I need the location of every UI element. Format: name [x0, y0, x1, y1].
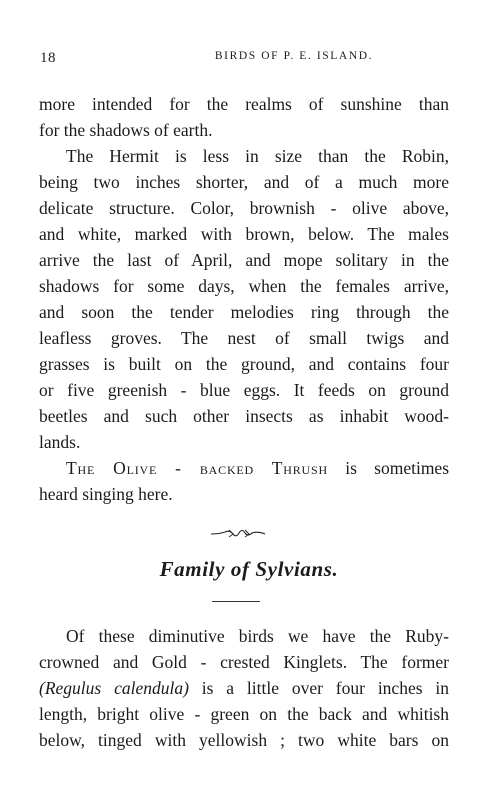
text-line — [39, 455, 449, 481]
page-header — [40, 50, 458, 70]
text-fragment: is a little over four inches in — [201, 678, 449, 698]
text-line: heard singing here. — [39, 484, 173, 504]
text-line: The Hermit is less in size than the Robin, — [66, 146, 449, 166]
text-fragment: is sometimes — [345, 458, 450, 478]
ornament-divider-icon — [209, 526, 267, 540]
text-line: length, bright olive - green on the back and whitish — [39, 704, 449, 724]
body-text-lower — [39, 623, 449, 753]
species-name: The Olive - backed Thrush — [66, 458, 328, 478]
page-number: 18 — [40, 50, 56, 66]
section-rule — [212, 601, 260, 602]
text-line: more intended for the realms of sunshine than — [39, 94, 449, 114]
section-heading: Family of Sylvians. — [159, 557, 339, 581]
text-line: Of these diminutive birds we have the Ruby- — [66, 626, 449, 646]
running-head: BIRDS OF P. E. ISLAND. — [214, 50, 374, 62]
text-line: beetles and such other insects as inhabit wood- — [39, 406, 449, 426]
text-line: and soon the tender melodies ring through the — [39, 302, 449, 322]
body-text-upper — [39, 91, 449, 507]
text-line: below, tinged with yellowish ; two white bars on — [39, 730, 449, 750]
text-line: grasses is built on the ground, and contains four — [39, 354, 449, 374]
text-line: crowned and Gold - crested Kinglets. The former — [39, 652, 449, 672]
text-line: and white, marked with brown, below. The males — [39, 224, 449, 244]
text-line: or five greenish - blue eggs. It feeds on ground — [39, 380, 449, 400]
latin-name: (Regulus calendula) — [39, 678, 189, 698]
text-line — [39, 675, 449, 701]
text-line: leafless groves. The nest of small twigs and — [39, 328, 449, 348]
text-line: lands. — [39, 432, 81, 452]
text-line: shadows for some days, when the females arrive, — [39, 276, 449, 296]
text-line: being two inches shorter, and of a much more — [39, 172, 449, 192]
text-line: delicate structure. Color, brownish - olive above, — [39, 198, 449, 218]
text-line: for the shadows of earth. — [39, 120, 213, 140]
text-line: arrive the last of April, and mope solitary in the — [39, 250, 449, 270]
